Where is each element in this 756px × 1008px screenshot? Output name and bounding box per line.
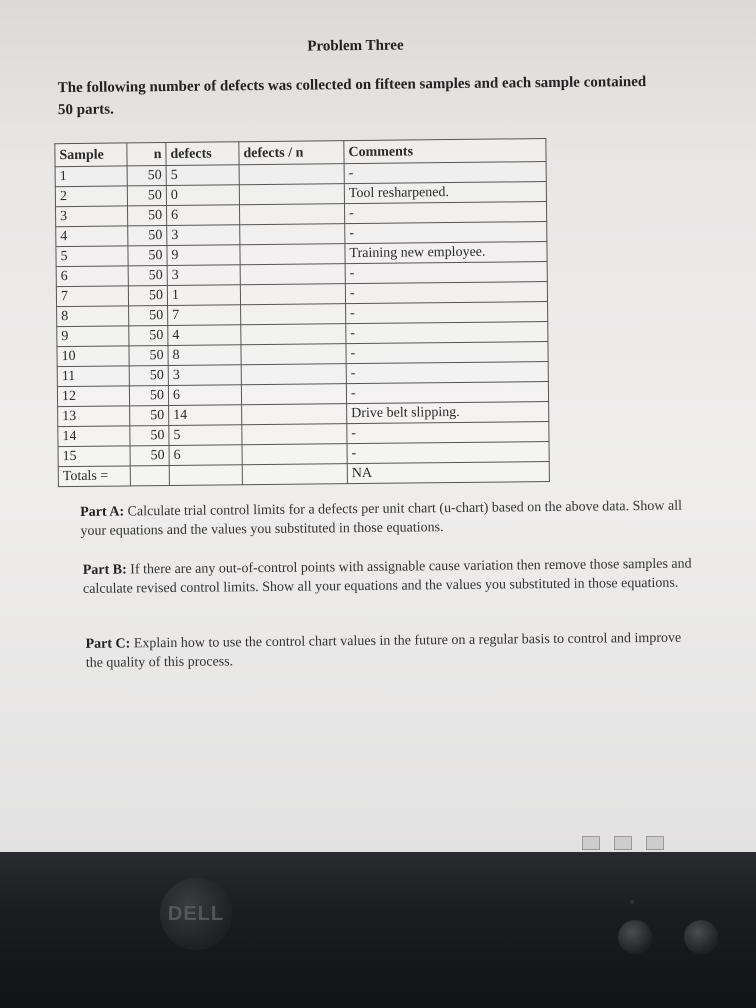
- cell-defects-per-n: [241, 384, 346, 405]
- cell-n: 50: [127, 186, 166, 206]
- cell-defects: 1: [167, 285, 240, 306]
- cell-n: 50: [127, 166, 166, 186]
- cell-n: 50: [128, 226, 167, 246]
- read-mode-icon[interactable]: [582, 836, 600, 850]
- cell-defects-per-n: [241, 324, 346, 345]
- cell-sample: 12: [57, 386, 129, 407]
- cell-comment: -: [344, 162, 546, 184]
- cell-sample: 10: [57, 346, 129, 367]
- cell-n: 50: [128, 206, 167, 226]
- part-a-text: Calculate trial control limits for a defects per unit chart (u-chart) based on the above data. Show all your equations and the values you substituted in those equations.: [80, 498, 683, 539]
- header-sample: Sample: [55, 143, 127, 167]
- cell-defects-per-n: [240, 224, 345, 245]
- cell-n: 50: [128, 246, 167, 266]
- cell-sample: 14: [58, 426, 130, 447]
- cell-defects-per-n: [239, 164, 344, 185]
- power-led: [630, 900, 634, 904]
- cell-comment: -: [347, 442, 549, 464]
- cell-sample: 9: [57, 326, 129, 347]
- cell-defects: 9: [167, 245, 240, 266]
- part-c-label: Part C:: [85, 636, 131, 652]
- print-layout-icon[interactable]: [614, 836, 632, 850]
- cell-comment: -: [346, 382, 548, 404]
- page-title: Problem Three: [307, 37, 404, 55]
- status-bar-view-icons: [582, 836, 664, 850]
- cell-defects-per-n: [242, 424, 347, 445]
- cell-n: 50: [130, 426, 169, 446]
- cell-comment: Tool resharpened.: [344, 182, 546, 204]
- cell-defects: 5: [169, 425, 242, 446]
- cell-n: 50: [129, 306, 168, 326]
- cell-n: 50: [129, 366, 168, 386]
- cell-defects-per-n: [242, 444, 347, 465]
- cell-sample: 5: [56, 246, 128, 267]
- cell-comment: Drive belt slipping.: [347, 402, 549, 424]
- cell-n: 50: [129, 386, 168, 406]
- cell-defects: 14: [169, 405, 242, 426]
- cell-defects: 3: [168, 365, 241, 386]
- cell-defects-per-n: [240, 284, 345, 305]
- cell-defects: 3: [167, 225, 240, 246]
- cell-defects: 8: [168, 345, 241, 366]
- cell-defects-per-n: [242, 404, 347, 425]
- cell-defects: 4: [168, 325, 241, 346]
- part-b-label: Part B:: [82, 562, 127, 578]
- cell-n: 50: [129, 326, 168, 346]
- cell-sample: 7: [56, 286, 128, 307]
- cell-sample: 1: [55, 166, 127, 187]
- cell-comment: -: [345, 262, 547, 284]
- cell-defects: 6: [167, 205, 240, 226]
- cell-defects: 0: [166, 185, 239, 206]
- part-c: [85, 629, 695, 673]
- part-a-label: Part A:: [80, 504, 125, 520]
- part-b: [83, 555, 693, 599]
- cell-sample: 15: [58, 446, 130, 467]
- totals-comment: NA: [347, 462, 549, 484]
- cell-n: 50: [130, 406, 169, 426]
- part-c-text: Explain how to use the control chart values in the future on a regular basis to control and improve the quality of this process.: [85, 630, 682, 671]
- monitor-button[interactable]: [618, 920, 652, 954]
- cell-n: 50: [129, 346, 168, 366]
- cell-comment: -: [345, 222, 547, 244]
- header-n: n: [127, 143, 166, 166]
- cell-sample: 4: [56, 226, 128, 247]
- cell-comment: -: [345, 282, 547, 304]
- cell-defects-per-n: [239, 204, 344, 225]
- cell-sample: 3: [56, 206, 128, 227]
- cell-comment: -: [346, 302, 548, 324]
- cell-defects-per-n: [240, 264, 345, 285]
- cell-sample: 11: [57, 366, 129, 387]
- cell-sample: 2: [55, 186, 127, 207]
- totals-n: [130, 466, 169, 486]
- defects-table: [54, 138, 550, 487]
- cell-defects: 3: [167, 265, 240, 286]
- cell-sample: 13: [58, 406, 130, 427]
- cell-defects-per-n: [240, 244, 345, 265]
- cell-defects-per-n: [241, 344, 346, 365]
- cell-defects-per-n: [241, 304, 346, 325]
- totals-label: Totals =: [58, 466, 130, 487]
- header-comments: Comments: [344, 139, 546, 164]
- part-b-text: If there are any out-of-control points with assignable cause variation then remove those samples and calculate revised control limits. Show all your equations and the values you substituted in those equations.: [82, 556, 692, 597]
- totals-dpn: [242, 464, 347, 485]
- cell-comment: -: [346, 362, 548, 384]
- totals-defects: [169, 465, 242, 486]
- header-defects-per-n: defects / n: [239, 141, 344, 165]
- cell-defects: 6: [168, 385, 241, 406]
- cell-comment: -: [347, 422, 549, 444]
- cell-comment: Training new employee.: [345, 242, 547, 264]
- cell-sample: 6: [56, 266, 128, 287]
- cell-defects-per-n: [241, 364, 346, 385]
- cell-comment: -: [344, 202, 546, 224]
- intro-text: The following number of defects was collected on fifteen samples and each sample contained 50 parts.: [57, 73, 647, 119]
- monitor-power-button[interactable]: [684, 920, 718, 954]
- cell-n: 50: [130, 446, 169, 466]
- web-layout-icon[interactable]: [646, 836, 664, 850]
- cell-defects: 7: [168, 305, 241, 326]
- totals-row: [58, 462, 549, 487]
- cell-n: 50: [128, 266, 167, 286]
- cell-defects-per-n: [239, 184, 344, 205]
- cell-sample: 8: [57, 306, 129, 327]
- part-a: [80, 497, 690, 541]
- cell-comment: -: [346, 322, 548, 344]
- cell-defects: 6: [169, 445, 242, 466]
- cell-comment: -: [346, 342, 548, 364]
- cell-n: 50: [128, 286, 167, 306]
- dell-logo: DELL: [160, 878, 232, 950]
- header-defects: defects: [166, 142, 239, 166]
- cell-defects: 5: [166, 165, 239, 186]
